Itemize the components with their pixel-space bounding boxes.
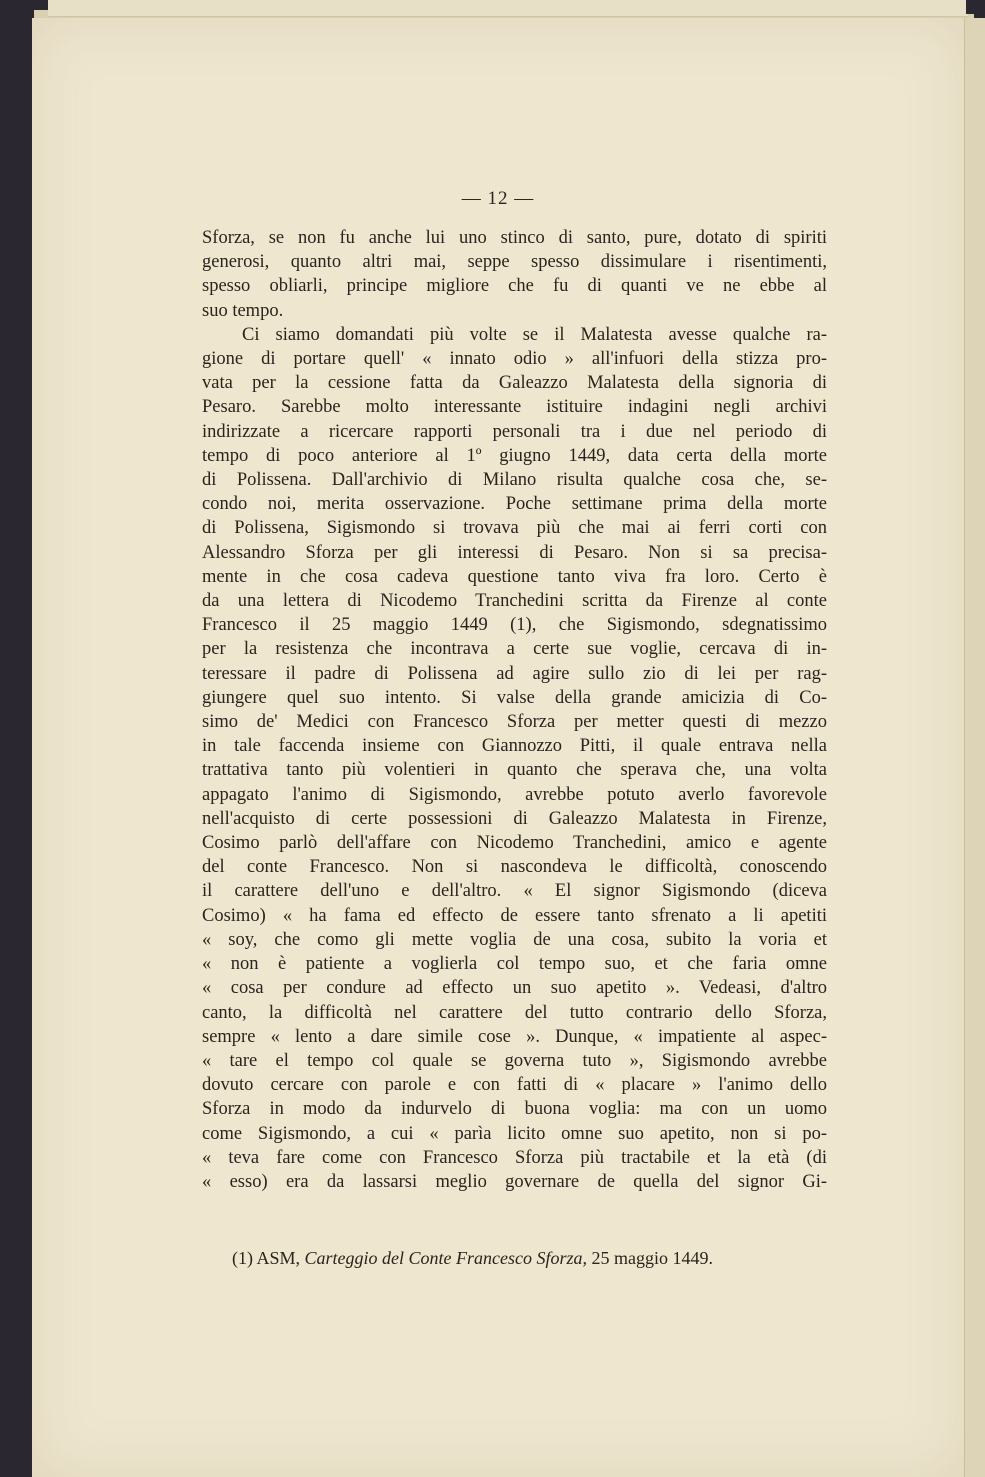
- text-line: mente in che cosa cadeva questione tanto viva fra loro. Certo è: [202, 566, 827, 587]
- text-line: indirizzate a ricercare rapporti personali tra i due nel periodo di: [202, 421, 827, 442]
- text-line: Ci siamo domandati più volte se il Malatesta avesse qualche ra-: [242, 324, 827, 345]
- text-line: in tale faccenda insieme con Giannozzo Pitti, il quale entrava nella: [202, 736, 827, 757]
- text-line: di Polissena. Dall'archivio di Milano risulta qualche cosa che, se-: [202, 470, 827, 491]
- text-line: vata per la cessione fatta da Galeazzo Malatesta della signoria di: [202, 373, 827, 394]
- text-line: il carattere dell'uno e dell'altro. « El signor Sigismondo (diceva: [202, 881, 827, 902]
- text-line: Cosimo parlò dell'affare con Nicodemo Tranchedini, amico e agente: [202, 833, 827, 854]
- text-line: dovuto cercare con parole e con fatti di « placare » l'animo dello: [202, 1075, 827, 1096]
- text-line: da una lettera di Nicodemo Tranchedini scritta da Firenze al conte: [202, 591, 827, 612]
- corner-mark: [966, 0, 985, 14]
- text-line: « tare el tempo col quale se governa tuto », Sigismondo avrebbe: [202, 1050, 827, 1071]
- text-line: condo noi, merita osservazione. Poche settimane prima della morte: [202, 494, 827, 515]
- footnote: [232, 1248, 832, 1269]
- footnote-suffix: 25 maggio 1449.: [587, 1248, 713, 1268]
- text-line: Cosimo) « ha fama ed effecto de essere tanto sfrenato a li apetiti: [202, 905, 827, 926]
- text-line: generosi, quanto altri mai, seppe spesso dissimulare i risentimenti,: [202, 252, 827, 273]
- text-line: simo de' Medici con Francesco Sforza per metter questi di mezzo: [202, 712, 827, 733]
- text-line: di Polissena, Sigismondo si trovava più che mai ai ferri corti con: [202, 518, 827, 539]
- text-line: trattativa tanto più volentieri in quanto che sperava che, una volta: [202, 760, 827, 781]
- text-line: tempo di poco anteriore al 1º giugno 1449, data certa della morte: [202, 445, 827, 466]
- text-line: appagato l'animo di Sigismondo, avrebbe potuto averlo favorevole: [202, 784, 827, 805]
- text-line: come Sigismondo, a cui « parìa licito omne suo apetito, non si po-: [202, 1123, 827, 1144]
- footnote-prefix: (1) ASM,: [232, 1248, 305, 1268]
- footnote-title: Carteggio del Conte Francesco Sforza,: [304, 1248, 587, 1268]
- text-line: Alessandro Sforza per gli interessi di Pesaro. Non si sa precisa-: [202, 542, 827, 563]
- text-line: « non è patiente a voglierla col tempo suo, et che faria omne: [202, 954, 827, 975]
- text-line: « cosa per condure ad effecto un suo apetito ». Vedeasi, d'altro: [202, 978, 827, 999]
- text-line: « esso) era da lassarsi meglio governare de quella del signor Gi-: [202, 1171, 827, 1192]
- text-line: del conte Francesco. Non si nascondeva le difficoltà, conoscendo: [202, 857, 827, 878]
- book-page: [32, 18, 964, 1477]
- body-text: [202, 226, 827, 1194]
- text-line: per la resistenza che incontrava a certe sue voglie, cercava di in-: [202, 639, 827, 660]
- page-top-strip: [48, 0, 968, 17]
- text-line: Sforza, se non fu anche lui uno stinco di santo, pure, dotato di spiriti: [202, 228, 827, 248]
- text-line: suo tempo.: [202, 300, 284, 321]
- text-line: teressare il padre di Polissena ad agire sullo zio di lei per rag-: [202, 663, 827, 684]
- text-line: gione di portare quell' « innato odio » all'infuori della stizza pro-: [202, 349, 827, 370]
- text-line: sempre « lento a dare simile cose ». Dunque, « impatiente al aspec-: [202, 1026, 827, 1047]
- text-line: Pesaro. Sarebbe molto interessante istituire indagini negli archivi: [202, 397, 827, 418]
- text-line: spesso obliarli, principe migliore che fu di quanti ve ne ebbe al: [202, 276, 827, 297]
- text-line: nell'acquisto di certe possessioni di Galeazzo Malatesta in Firenze,: [202, 808, 827, 829]
- text-line: Sforza in modo da indurvelo di buona voglia: ma con un uomo: [202, 1099, 827, 1120]
- text-line: Francesco il 25 maggio 1449 (1), che Sigismondo, sdegnatissimo: [202, 615, 827, 636]
- text-line: giungere quel suo intento. Si valse della grande amicizia di Co-: [202, 687, 827, 708]
- text-line: « soy, che como gli mette voglia de una cosa, subito la voria et: [202, 929, 827, 950]
- text-line: canto, la difficoltà nel carattere del tutto contrario dello Sforza,: [202, 1002, 827, 1023]
- next-page-edge: [964, 18, 985, 1477]
- text-line: « teva fare come con Francesco Sforza più tractabile et la età (di: [202, 1147, 827, 1168]
- page-number: — 12 —: [461, 188, 535, 209]
